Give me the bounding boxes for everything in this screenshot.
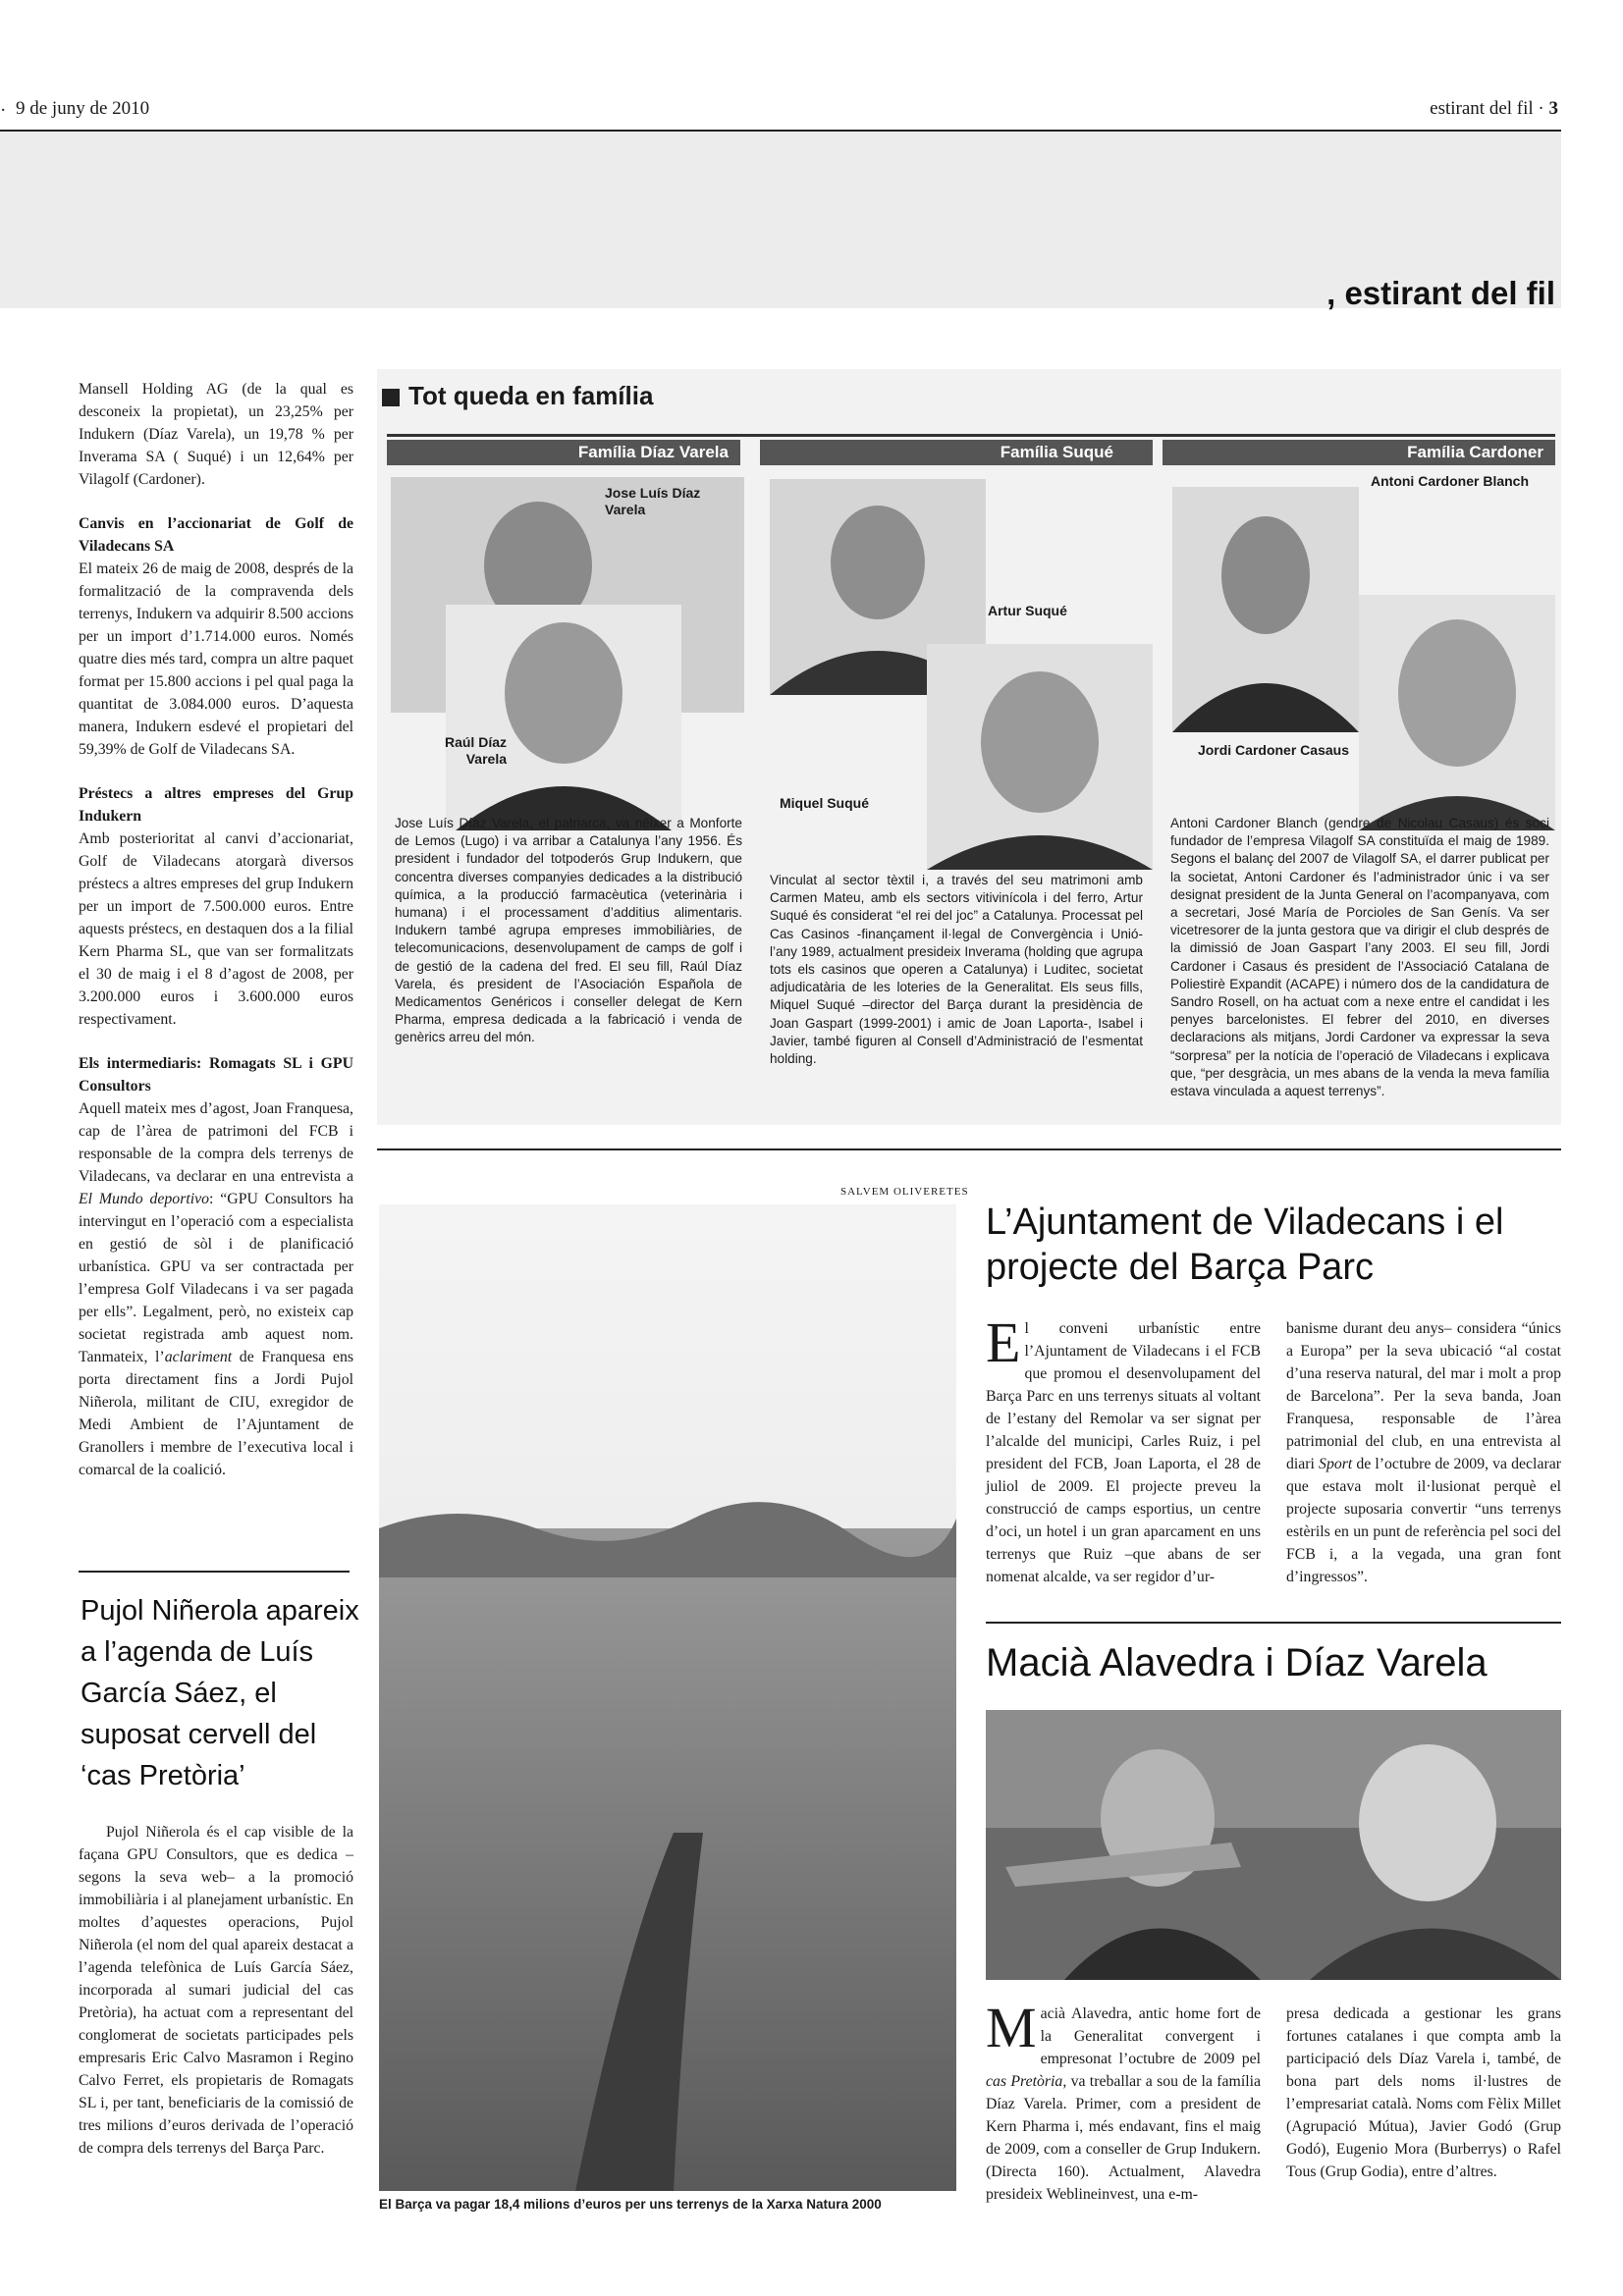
square-bullet-icon bbox=[382, 389, 400, 406]
name-jordi: Jordi Cardoner Casaus bbox=[1197, 742, 1349, 758]
family-infographic bbox=[377, 369, 1561, 1125]
intro-paragraph: Mansell Holding AG (de la qual es desconeix la propietat), un 23,25% per Indukern (Díaz Varela), un 19,78 % per Inverama SA ( Suqué) i un 12,64% per Vilagolf (Cardoner). bbox=[79, 381, 353, 488]
article-viladecans-col1: El conveni urbanístic entre l’Ajuntament de Viladecans i el FCB que promou el desenvolupament del Barça Parc en uns terrenys situats al voltant de l’estany del Remolar va ser signat per l’alcalde del municipi, Carles Ruiz, i pel president del FCB, Joan Laporta, el 28 de juliol de 2009. El projecte preveu la construcció de camps esportius, un centre d’oci, un hotel i un gran aparcament en uns terrenys que Ruiz –que abans de ser nomenat alcalde, va ser regidor d’ur- bbox=[986, 1310, 1261, 1585]
paragraph-accionariat: El mateix 26 de maig de 2008, després de la formalització de la compravenda dels terrenys, Indukern va adquirir 8.500 accions per un import d’1.714.000 euros. Només quatre dies més tard, compra un altre paquet format per 15.800 accions i pel qual paga la quantitat de 3.084.000 euros. D’aquesta manera, Indukern esdevé el propietari del 59,39% de Golf de Viladecans SA. bbox=[79, 561, 353, 758]
article2-rule bbox=[986, 1622, 1561, 1624]
bio-cardoner: Antoni Cardoner Blanch (gendre de Nicolau Casaus) és soci fundador de l’empresa Vilagolf SA constituïda el maig de 1989. Segons el balanç del 2007 de Vilagolf SA, el darrer publicat per la societat, Antoni Cardoner és l’administrador únic i va ser designat president de la Junta General on l’acompanyava, com a secretari, José María de Porcioles de San Genís. Va ser vicetresorer de la junta gestora que va dirigir el club després de la dimissió de Joan Gaspart l’any 2003. El seu fill, Jordi Cardoner i Casaus és president de l’Associació Catalana de Poliestirè Expandit (ACAPE) i número dos de la candidatura de Sandro Rosell, on ha actuat com a nexe entre el candidat i les penyes barcelonistes. El febrer del 2010, en diverses declaracions als mitjans, Jordi Cardoner va expressar la seva “sorpresa” per la notícia de l’operació de Viladecans i explicava que, “per desgràcia, un mes abans de la venda la meva família estava vinculada a aquest terrenys”. bbox=[1170, 816, 1549, 1099]
name-miquel: Miquel Suqué bbox=[780, 795, 869, 811]
bio-suque: Vinculat al sector tèxtil i, a través del seu matrimoni amb Carmen Mateu, amb els sectors vitivinícola i del ferro, Artur Suqué és considerat “el rei del joc” a Catalunya. Processat pel Cas Casinos -finançament il·legal de Convergència i Unió- l’any 1989, actualment presideix Inverama (holding que agrupa tots els casinos que operen a Catalunya) i Luditec, societat adjudicatària de les loteries de la Generalitat. Els seus fills, Miquel Suqué –director del Barça durant la presidència de Joan Gaspart (1999-2001) i amic de Joan Laporta-, Isabel i Javier, també figuren al Consell d’Administració de l’esmentat holding. bbox=[770, 873, 1143, 1067]
subhead-accionariat: Canvis en l’accionariat de Golf de Viladecans SA bbox=[79, 515, 353, 555]
photo-credit: SALVEM OLIVERETES bbox=[840, 1186, 969, 1198]
name-jose-luis: Jose Luís Díaz Varela bbox=[605, 485, 701, 517]
family-tab-suque: Família Suqué bbox=[760, 440, 1153, 465]
family-tab-diaz-varela: Família Díaz Varela bbox=[387, 440, 740, 465]
photo-alavedra-diaz-varela bbox=[986, 1710, 1561, 1980]
infographic-rule bbox=[387, 434, 1555, 437]
bio-diaz-varela: Jose Luís Díaz Varela, el patriarca, va néixer a Monforte de Lemos (Lugo) i va arribar a Catalunya l’any 1956. És president i fundador del totpoderós Grup Indukern, que concentra diverses companyies dedicades a la distribució química, a la producció farmacèutica (veterinària i humana) i el processament d’additius alimentaris. Indukern també agrupa empreses immobiliàries, de telecomunicacions, desenvolupament de camps de golf i de gestió de la cadena del fred. El seu fill, Raúl Díaz Varela, és president de l’Asociación Española de Medicamentos Genéricos i conseller delegat de Kern Pharma, empresa dedicada a la fabricació i venda de genèrics arreu del món. bbox=[395, 816, 742, 1045]
dropcap-m: M bbox=[986, 1996, 1037, 2059]
name-antoni: Antoni Cardoner Blanch bbox=[1371, 473, 1530, 489]
infographic-title: Tot queda en família bbox=[408, 381, 654, 410]
family-tab-cardoner: Família Cardoner bbox=[1163, 440, 1555, 465]
article-alavedra-col1: Macià Alavedra, antic home fort de la Generalitat convergent i empresonat l’octubre de 2009 pel cas Pretòria, va treballar a sou de la família Díaz Varela. Primer, com a president de Kern Pharma i, més endavant, fins el maig de 2009, com a conseller de Grup Indukern. (Directa 160). Actualment, Alavedra presideix Weblineinvest, una e-m- bbox=[986, 1996, 1261, 2203]
page-number: 3 bbox=[1548, 98, 1558, 119]
article-alavedra-col2: presa dedicada a gestionar les grans fortunes catalanes i que compta amb la participació dels Díaz Varela i, també, de bona part dels noms il·lustres de l’empresariat català. Noms com Fèlix Millet (Agrupació Mútua), Javier Godó (Grup Godó), Eugenio Mora (Burberrys) o Rafel Tous (Grup Godia), entre d’altres. bbox=[1286, 2005, 1561, 2180]
banner-title: , estirant del fil bbox=[1326, 275, 1555, 311]
photo-reed-wetland bbox=[379, 1204, 956, 2191]
header-section-label: estirant del fil bbox=[1430, 98, 1534, 119]
pujol-paragraph: Pujol Niñerola és el cap visible de la façana GPU Consultors, que es dedica –segons la seva web– a la promoció immobiliària i al planejament urbanístic. En moltes d’aquestes operacions, Pujol Niñerola (el nom del qual apareix destacat a l’agenda telefònica de Luís García Sáez, incorporada al sumari judicial del cas Pretòria), ha actuat com a representant del conglomerat de societats participades pels empresaris Eric Calvo Masramon i Regino Calvo Ferret, els propietaris de Romagats SL i, per tant, beneficiaris de la comissió de tres milions d’euros derivada de l’operació de compra dels terrenys del Barça Parc. bbox=[79, 1824, 353, 2157]
page-bullet: · bbox=[0, 100, 7, 121]
name-raul: Raúl Díaz Varela bbox=[444, 734, 507, 767]
header-date: 9 de juny de 2010 bbox=[16, 98, 150, 119]
header-section: estirant del fil · 3 bbox=[1430, 98, 1558, 119]
name-artur: Artur Suqué bbox=[988, 603, 1067, 618]
subhead-intermediaris: Els intermediaris: Romagats SL i GPU Consultors bbox=[79, 1055, 353, 1095]
section-banner bbox=[0, 132, 1561, 311]
pujol-headline: Pujol Niñerola apareix a l’agenda de Luís García Sáez, el suposat cervell del ‘cas Pretòria’ bbox=[81, 1595, 359, 1791]
article-alavedra-title: Macià Alavedra i Díaz Varela bbox=[986, 1641, 1488, 1684]
article-viladecans-title: L’Ajuntament de Viladecans i el projecte del Barça Parc bbox=[986, 1201, 1504, 1288]
subhead-prestecs: Préstecs a altres empreses del Grup Indukern bbox=[79, 785, 353, 825]
paragraph-prestecs: Amb posterioritat al canvi d’accionariat, Golf de Viladecans atorgarà diversos préstecs a altres empreses del grup Indukern per un import de 7.500.000 euros. Entre aquests préstecs, en destaquen dos a la filial Kern Pharma SL, que van ser formalitzats el 30 de maig i el 8 d’agost de 2008, per 3.200.000 euros i 3.600.000 euros respectivament. bbox=[79, 830, 353, 1028]
left-column bbox=[79, 378, 353, 1481]
photo-jordi-cardoner bbox=[1359, 595, 1555, 830]
photo-antoni-cardoner bbox=[1172, 487, 1359, 732]
paragraph-intermediaris: Aquell mateix mes d’agost, Joan Franquesa, cap de l’àrea de patrimoni del FCB i responsable de la compra dels terrenys de Viladecans, va declarar en una entrevista a El Mundo deportivo: “GPU Consultors ha intervingut en l’operació com a especialista en gestió de sòl i de planificació urbanística. GPU va ser contractada per l’empresa Golf Viladecans i va ser pagada per ells”. Legalment, però, no existeix cap societat registrada amb aquest nom. Tanmateix, l’aclariment de Franquesa ens porta directament fins a Jordi Pujol Niñerola, militant de CIU, exregidor de Medi Ambient de l’Ajuntament de Granollers i membre de l’executiva local i comarcal de la coalició. bbox=[79, 1100, 353, 1478]
photo-raul-diaz-varela bbox=[446, 605, 681, 830]
dropcap-e: E bbox=[986, 1310, 1021, 1374]
pujol-rule bbox=[79, 1571, 350, 1573]
photo-miquel-suque bbox=[927, 644, 1153, 870]
section-rule bbox=[377, 1148, 1561, 1150]
article-viladecans-col2: banisme durant deu anys– considera “únics a Europa” per la seva ubicació “al costat d’una reserva natural, del mar i molt a prop de Barcelona”. Per la seva banda, Joan Franquesa, responsable de l’àrea patrimonial del club, en una entrevista al diari Sport de l’octubre de 2009, va declarar que estava molt il·lusionat perquè el projecte suposaria convertir “uns terrenys estèrils en un punt de referència pel soci del FCB i, a la vegada, una gran font d’ingressos”. bbox=[1286, 1320, 1561, 1585]
photo-caption: El Barça va pagar 18,4 milions d’euros per uns terrenys de la Xarxa Natura 2000 bbox=[379, 2197, 882, 2212]
